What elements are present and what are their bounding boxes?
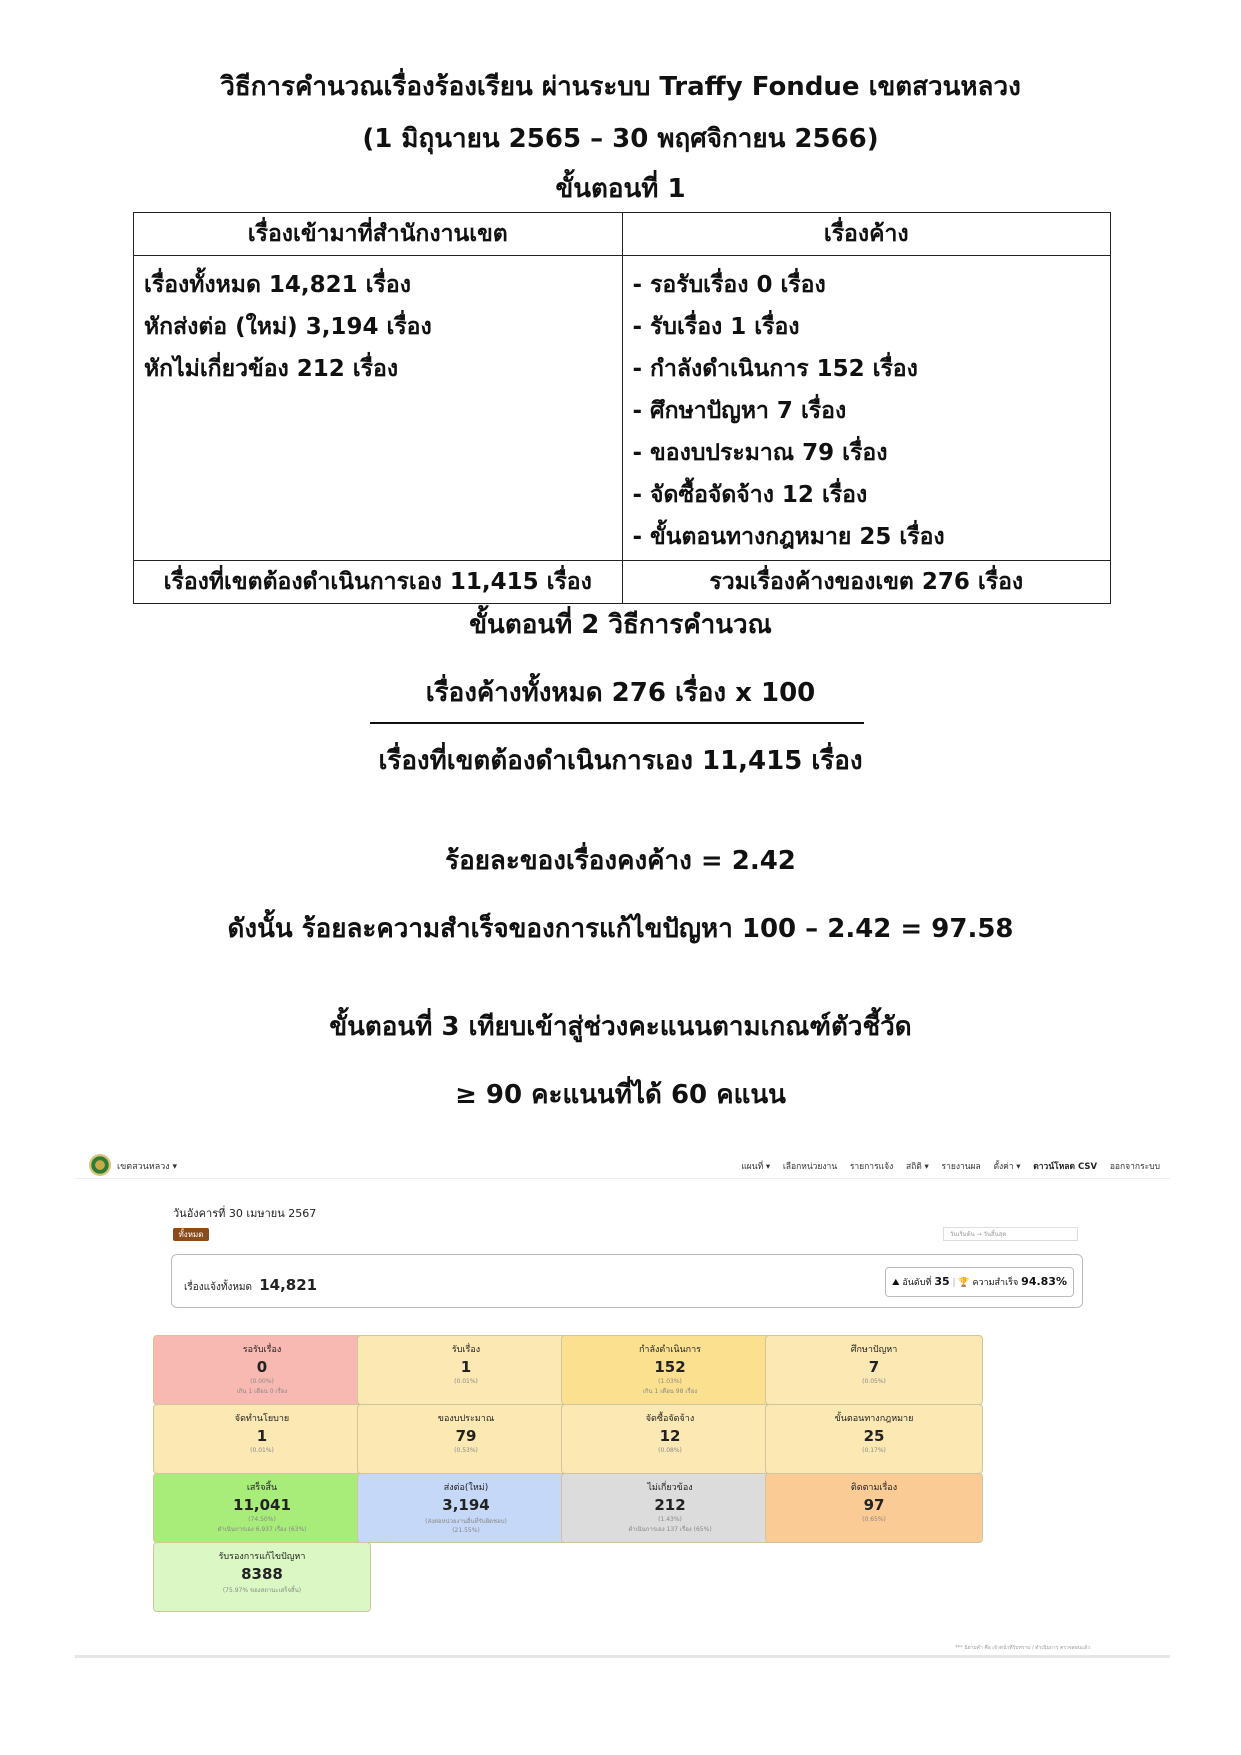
district-logo-icon [89,1154,111,1176]
fraction-line [370,722,864,724]
card-label: ขั้นตอนทางกฎหมาย [834,1414,914,1424]
card-label: ศึกษาปัญหา [850,1345,898,1355]
right-item: - ศึกษาปัญหา 7 เรื่อง [632,398,847,424]
card-percent: (0.53%) [454,1447,478,1454]
status-card[interactable] [561,1404,779,1474]
nav-stats[interactable]: สถิติ ▾ [905,1162,929,1172]
document-title: วิธีการคำนวณเรื่องร้องเรียน ผ่านระบบ Traffy Fondue เขตสวนหลวง [220,72,1021,102]
right-item: - รอรับเรื่อง 0 เรื่อง [632,272,826,298]
card-label: จัดทำนโยบาย [234,1414,290,1424]
right-item: - ของบประมาณ 79 เรื่อง [632,440,888,466]
rank-label: อันดับที่ [902,1278,932,1288]
card-percent: (0.08%) [658,1447,682,1454]
card-label: ไม่เกี่ยวข้อง [647,1483,693,1493]
card-label: ส่งต่อ(ใหม่) [443,1483,489,1493]
nav-results[interactable]: รายงานผล [941,1162,981,1172]
card-value: 11,041 [233,1496,291,1514]
success-rate: ดังนั้น ร้อยละความสำเร็จของการแก้ไขปัญหา 100 – 2.42 = 97.58 [227,914,1014,944]
success-label: ความสำเร็จ [972,1278,1019,1288]
status-card[interactable] [357,1335,575,1405]
all-filter-button[interactable]: ทั้งหมด [173,1228,209,1241]
nav-links [731,1159,1160,1173]
right-footer: รวมเรื่องค้างของเขต 276 เรื่อง [622,561,1111,604]
nav-settings[interactable]: ตั้งค่า ▾ [993,1162,1021,1172]
rank-value: 35 [934,1275,950,1288]
status-card[interactable] [153,1473,371,1543]
nav-select-agency[interactable]: เลือกหน่วยงาน [782,1162,838,1172]
nav-reports-list[interactable]: รายการแจ้ง [849,1162,894,1172]
card-value: 212 [654,1496,686,1514]
status-card[interactable] [765,1404,983,1474]
card-detail: ดำเนินการเอง 6,937 เรื่อง (63%) [217,1526,307,1533]
dashboard-bottom-border [75,1655,1170,1658]
card-value: 25 [863,1427,885,1445]
success-value: 94.83% [1021,1275,1067,1288]
card-value: 12 [659,1427,681,1445]
nav-download-csv-label: ดาวน์โหลด CSV [1033,1162,1098,1172]
card-percent: (0.65%) [862,1516,886,1523]
card-detail: เกิน 1 เดือน 98 เรื่อง [642,1388,698,1395]
dashboard-navbar [75,1150,1170,1179]
left-item: หักไม่เกี่ยวข้อง 212 เรื่อง [144,356,399,382]
card-label: รับเรื่อง [451,1345,481,1355]
document-date-range: (1 มิถุนายน 2565 – 30 พฤศจิกายน 2566) [362,124,879,154]
card-detail: ดำเนินการเอง 137 เรื่อง (65%) [628,1526,712,1533]
right-item: - รับเรื่อง 1 เรื่อง [632,314,800,340]
card-detail: เกิน 1 เดือน 0 เรื่อง [236,1388,288,1395]
card-percent: (1.43%) [658,1516,682,1523]
card-percent: (0.01%) [250,1447,274,1454]
left-footer: เรื่องที่เขตต้องดำเนินการเอง 11,415 เรื่อง [134,561,623,604]
nav-map[interactable]: แผนที่ ▾ [741,1162,771,1172]
card-value: 79 [455,1427,477,1445]
left-body [134,256,623,561]
status-card[interactable] [153,1404,371,1474]
card-value: 0 [256,1358,268,1376]
card-label: เสร็จสิ้น [246,1483,278,1493]
total-label-text: เรื่องแจ้งทั้งหมด [184,1282,253,1293]
dashboard-date: วันอังคารที่ 30 เมษายน 2567 [173,1207,317,1220]
date-range-input[interactable]: วันเริ่มต้น → วันสิ้นสุด [943,1227,1078,1241]
right-item: - จัดซื้อจัดจ้าง 12 เรื่อง [632,482,868,508]
rank-icon: ⛰ [891,1278,900,1288]
card-percent: (75.97% ของสถานะเสร็จสิ้น) [222,1587,302,1594]
card-value: 1 [256,1427,268,1445]
status-card[interactable] [153,1335,371,1405]
dashboard-footnote: *** นิยามคำ คือ เจ้าหน้าที่รับทราบ / ดำเนินการ ตรวจสอบแล้ว [955,1645,1090,1651]
fraction-numerator: เรื่องค้างทั้งหมด 276 เรื่อง x 100 [425,678,816,708]
rank-badge: ⛰ อันดับที่ 35 | 🏆 ความสำเร็จ 94.83% [885,1267,1074,1297]
card-value: 1 [460,1358,472,1376]
card-label: ติดตามเรื่อง [850,1483,898,1493]
total-label [184,1276,317,1295]
status-card[interactable] [765,1335,983,1405]
nav-download-csv[interactable] [1033,1162,1097,1172]
card-label: กำลังดำเนินการ [638,1345,702,1355]
nav-logout[interactable]: ออกจากระบบ [1109,1162,1160,1172]
card-percent: (0.01%) [454,1378,478,1385]
dashboard-screenshot [75,1150,1170,1660]
card-value: 3,194 [442,1496,490,1514]
step1-table [133,212,1111,604]
right-item: - ขั้นตอนทางกฎหมาย 25 เรื่อง [632,524,945,550]
fraction-denominator: เรื่องที่เขตต้องดำเนินการเอง 11,415 เรื่อง [378,746,863,776]
card-percent: (0.00%) [250,1378,274,1385]
card-value: 152 [654,1358,686,1376]
left-header: เรื่องเข้ามาที่สำนักงานเขต [134,213,623,256]
score-text: ≥ 90 คะแนนที่ได้ 60 คแนน [455,1080,786,1110]
step3-heading: ขั้นตอนที่ 3 เทียบเข้าสู่ช่วงคะแนนตามเกณฑ์ตัวชี้วัด [329,1012,912,1042]
status-card[interactable] [765,1473,983,1543]
total-value: 14,821 [259,1276,318,1294]
status-card[interactable] [153,1542,371,1612]
left-item: หักส่งต่อ (ใหม่) 3,194 เรื่อง [144,314,432,340]
step1-heading: ขั้นตอนที่ 1 [555,174,686,204]
percent-pending: ร้อยละของเรื่องคงค้าง = 2.42 [445,846,796,876]
left-item: เรื่องทั้งหมด 14,821 เรื่อง [144,272,411,298]
status-card[interactable] [357,1473,575,1543]
status-card[interactable] [561,1473,779,1543]
card-percent: (ส่งต่อหน่วยงานอื่นที่รับผิดชอบ) [425,1518,507,1525]
card-value: 7 [868,1358,880,1376]
card-value: 8388 [241,1565,283,1583]
brand-dropdown[interactable]: เขตสวนหลวง ▾ [117,1162,178,1172]
step2-heading: ขั้นตอนที่ 2 วิธีการคำนวณ [469,610,772,640]
card-detail: (21.55%) [452,1527,480,1534]
card-percent: (1.03%) [658,1378,682,1385]
card-percent: (0.05%) [862,1378,886,1385]
total-summary-box [171,1254,1083,1308]
card-value: 97 [863,1496,885,1514]
card-label: รับรองการแก้ไขปัญหา [218,1552,306,1562]
card-percent: (74.50%) [248,1516,276,1523]
status-card[interactable] [357,1404,575,1474]
card-label: จัดซื้อจัดจ้าง [645,1414,695,1424]
right-header: เรื่องค้าง [622,213,1111,256]
card-label: ของบประมาณ [437,1414,495,1424]
status-card[interactable] [561,1335,779,1405]
trophy-icon: 🏆 [958,1278,970,1288]
card-label: รอรับเรื่อง [242,1345,282,1355]
right-body [622,256,1111,561]
card-percent: (0.17%) [862,1447,886,1454]
right-item: - กำลังดำเนินการ 152 เรื่อง [632,356,918,382]
